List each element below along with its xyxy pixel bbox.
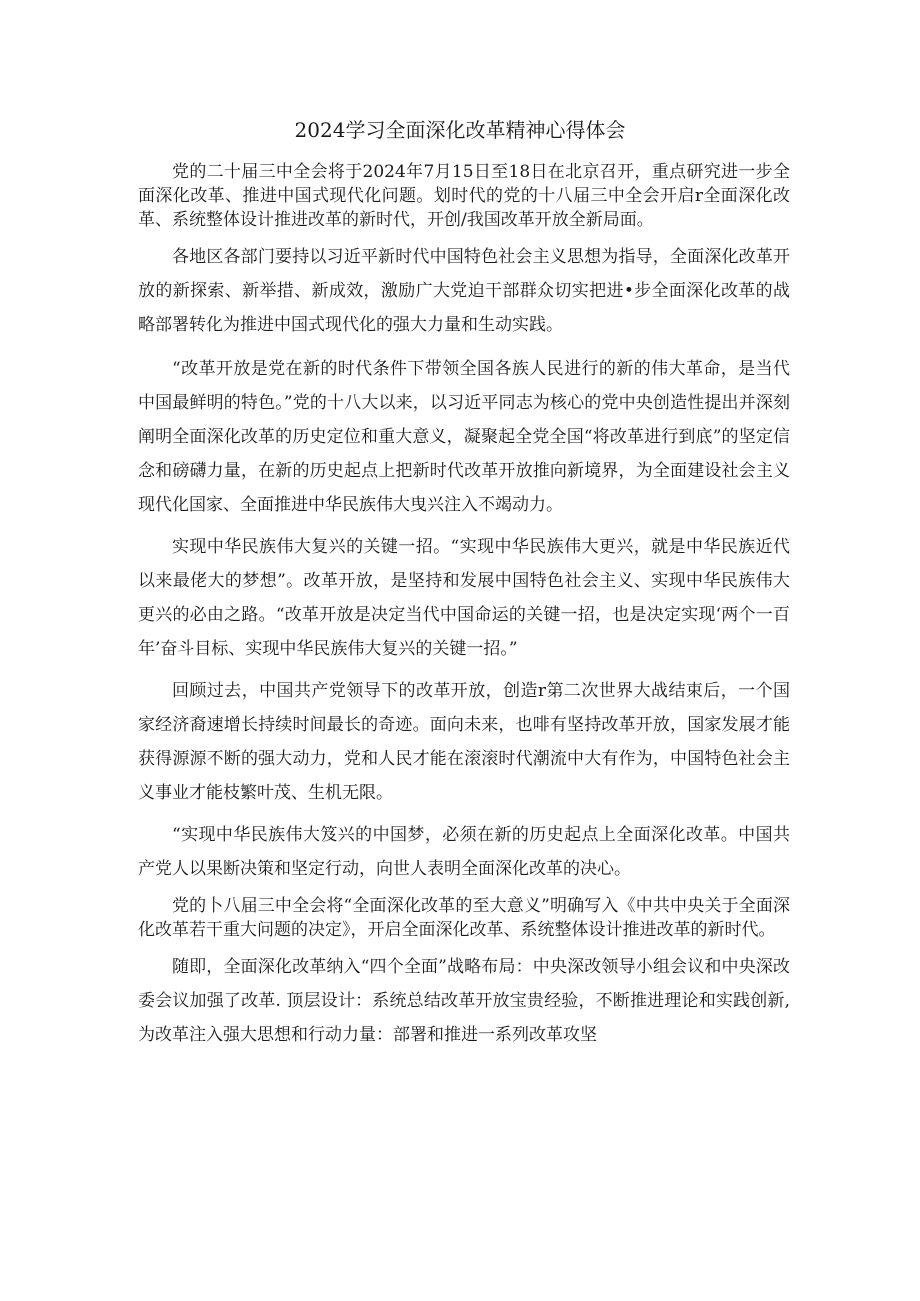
paragraph-2: 各地区各部门要持以习近平新时代中国特色社会主义思想为指导，全面深化改革开放的新探索、新举措、新成效，激励广大党迫干部群众切实把进•步全面深化改革的战略部署转化为推进中国式现代化的强大力量和生动实践。	[138, 247, 790, 335]
paragraph-6: “实现中华民族伟大笈兴的中国梦，必须在新的历史起点上全面深化改革。中国共产党人以果断决策和坚定行动，向世人表明全面深化改革的决心。	[138, 825, 790, 879]
paragraph-4: 实现中华民族伟大复兴的关键一招。“实现中华民族伟大更兴，就是中华民族近代以来最佬大的梦想”。改革开放，是坚持和发展中国特色社会主义、实现中华民族伟大更兴的必由之路。“改革开放是决定当代中国命运的关键一招，也是决定实现‘两个一百年’奋斗目标、实现中华民族伟大复兴的关键一招。”	[138, 537, 790, 659]
paragraph-3: “改革开放是党在新的时代条件下带领全国各族人民进行的新的伟大革命，是当代中国最鲜明的特色。”党的十八大以来，以习近平同志为核心的党中央创造性提出并深刻阐明全面深化改革的历史定位和重大意义，凝聚起全党全国“将改革进行到底”的坚定信念和磅礴力量，在新的历史起点上把新时代改革开放推向新境界，为全面建设社会主义现代化国家、全面推进中华民族伟大曳兴注入不竭动力。	[138, 359, 790, 515]
document-body	[138, 160, 790, 1052]
paragraph-8: 随即，全面深化改革纳入“四个全面”战略布局：中央深改领导小组会议和中央深改委会议加强了改革. 顶层设计：系统总结改革开放宝贵经验，不断推进理论和实践创新, 为改革注入强大思想和行动力量：部署和推进一系列改革攻坚	[138, 957, 790, 1045]
paragraph-7: 党的卜八届三中全会将“全面深化改革的至大意义”明确写入《中共中央关于全面深化改革若干重大问题的决定》，开启全面深化改革、系统整体设计推进改革的新时代。	[138, 896, 790, 940]
paragraph-1: 党的二十届三中全会将于2024年7月15日至18日在北京召开，重点研究进一步全面深化改革、推进中国式现代化问题。划时代的党的十八届三中全会开启r全面深化改革、系统整体设计推进改革的新时代，开创/我国改革开放全新局面。	[138, 162, 790, 230]
paragraph-5: 回顾过去，中国共产党领导下的改革开放，创造r第二次世界大战结束后，一个国家经济裔速增长持续时间最长的奇迹。面向未来，也啡有坚持改革开放，国家发展才能获得源源不断的强大动力，党和人民才能在滚滚时代潮流中大有作为，中国特色社会主义事业才能枝繁叶茂、生机无限。	[138, 681, 790, 803]
document-title: 2024学习全面深化改革精神心得体会	[294, 118, 626, 142]
